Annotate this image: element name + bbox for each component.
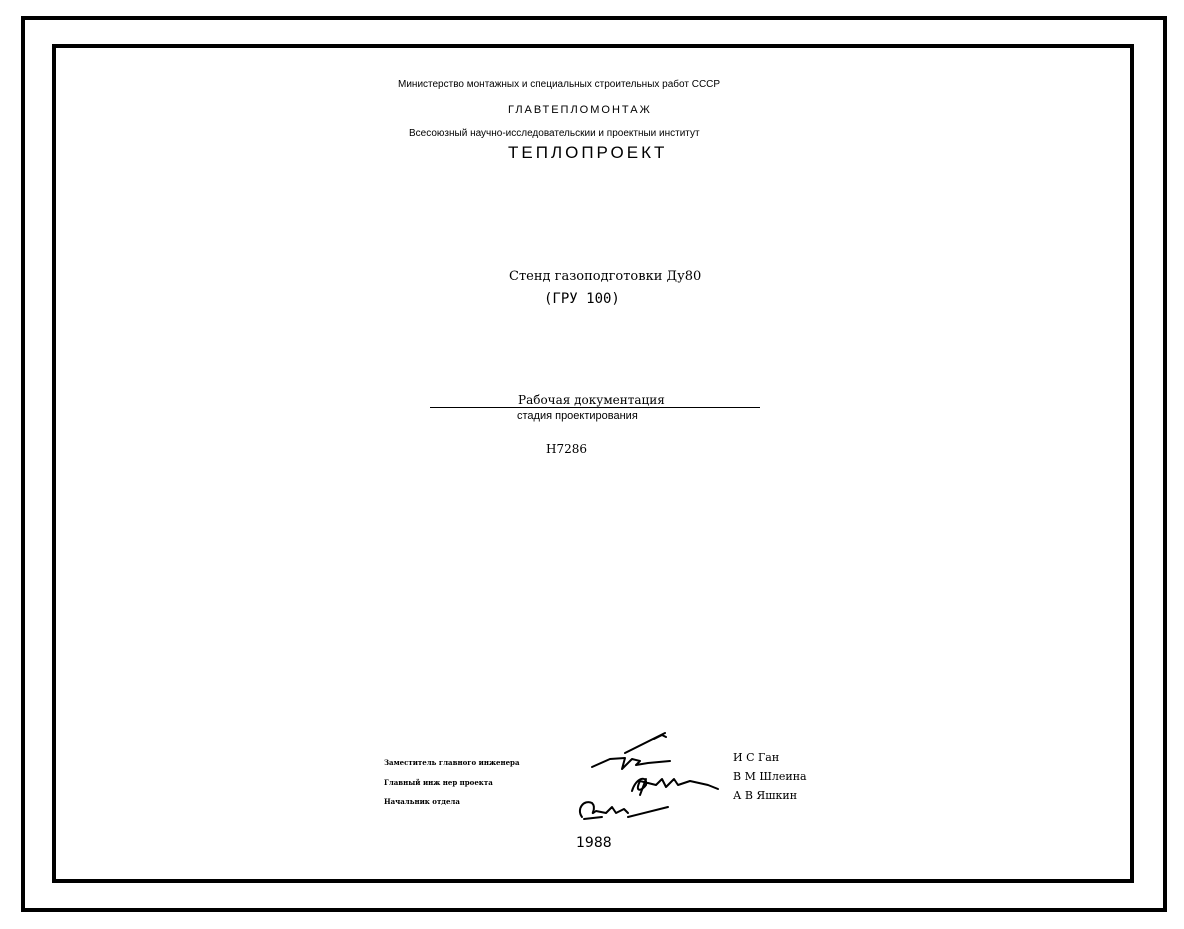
signatory-role-1: Заместитель главного инженера	[384, 758, 520, 767]
document-code: (ГРУ 100)	[544, 291, 620, 307]
department-line: ГЛАВТЕПЛОМОНТАЖ	[508, 104, 652, 116]
institute-name: ТЕПЛОПРОЕКТ	[508, 143, 668, 162]
documentation-stage: стадия проектирования	[517, 410, 638, 422]
signatory-name-3: А В Яшкин	[733, 789, 798, 802]
signatory-role-2: Главный инж нер проекта	[384, 778, 493, 787]
document-year: 1988	[576, 835, 612, 851]
institute-line: Всесоюзный научно-исследовательскии и проектныи институт	[409, 128, 700, 139]
signatory-name-2: В М Шлеина	[733, 770, 807, 783]
documentation-number: Н7286	[546, 442, 588, 456]
signatory-role-3: Начальник отдела	[384, 797, 460, 806]
ministry-line: Министерство монтажных и специальных строительных работ СССР	[398, 79, 721, 90]
document-title: Стенд газоподготовки Ду80	[509, 269, 702, 284]
signatory-name-1: И С Ган	[733, 751, 780, 764]
documentation-divider	[430, 407, 760, 408]
documentation-type: Рабочая документация	[518, 393, 665, 407]
handwritten-signatures	[570, 725, 750, 825]
